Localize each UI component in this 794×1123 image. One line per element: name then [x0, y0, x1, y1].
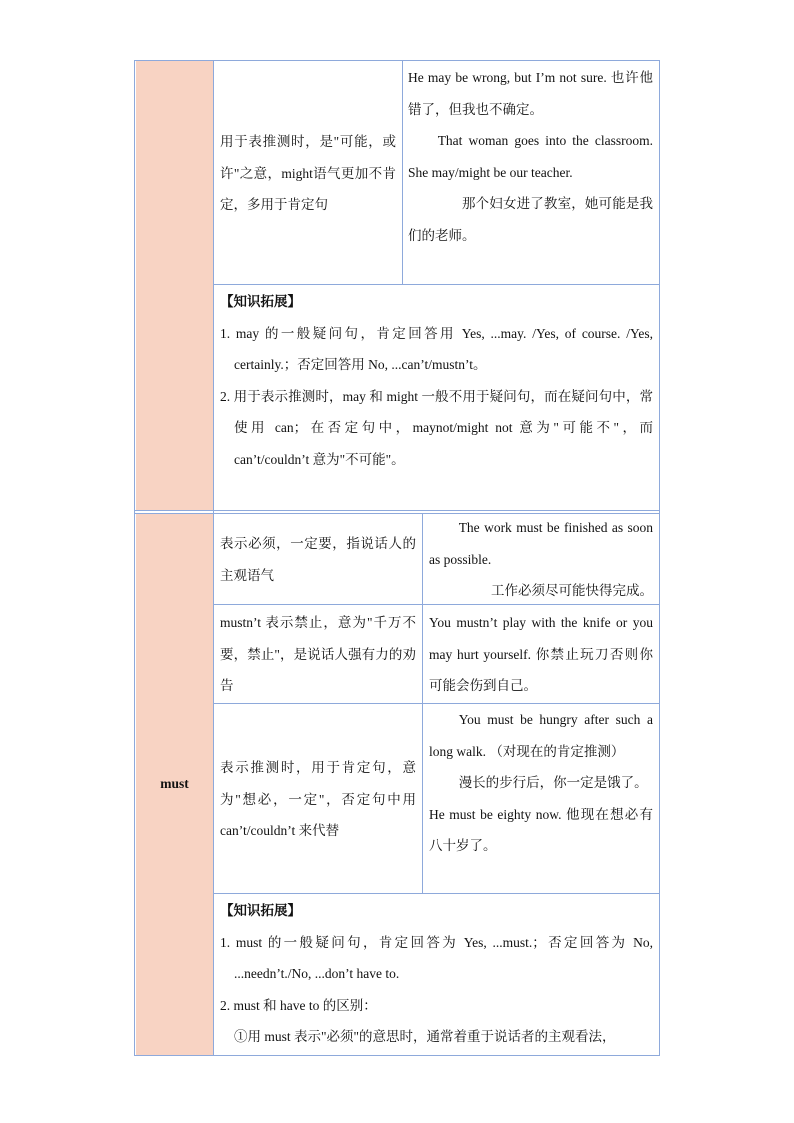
may-example-2: That woman goes into the classroom. She may/might be our teacher.: [408, 133, 653, 180]
row-divider: [213, 893, 660, 894]
may-example-2-translation: 那个妇女进了教室，她可能是我们的老师。: [408, 196, 653, 243]
must-examples-1: [429, 512, 653, 607]
may-extension: [220, 286, 653, 475]
must-example-3-1: You must be hungry after such a long walk. （对现在的肯定推测）: [429, 712, 653, 759]
must-usage-3: 表示推测时，用于肯定句，意为"想必，一定"，否定句中用 can’t/couldn’t 来代替: [220, 760, 416, 838]
may-usage-text: 用于表推测时，是"可能，或许"之意，might语气更加不肯定，多用于肯定句: [220, 134, 396, 212]
must-examples-3: [429, 704, 653, 862]
may-extension-item-1: 1. may 的一般疑问句，肯定回答用 Yes, ...may. /Yes, of course. /Yes, certainly.；否定回答用 No, ...can’t/mustn’t。: [220, 325, 653, 372]
may-label-cell: [136, 61, 213, 510]
must-label: must: [160, 776, 189, 791]
column-divider: [213, 60, 214, 1056]
must-usage-2: mustn’t 表示禁止，意为"千万不要，禁止"，是说话人强有力的劝告: [220, 615, 416, 693]
column-divider: [402, 60, 403, 284]
must-example-3-3: He must be eighty now. 他现在想必有八十岁了。: [429, 806, 653, 853]
may-examples: [408, 62, 653, 251]
must-extension-item-2: 2. must 和 have to 的区别：: [220, 997, 377, 1013]
column-divider: [422, 513, 423, 893]
may-extension-item-2: 2. 用于表示推测时，may 和 might 一般不用于疑问句，而在疑问句中，常使用 can；在否定句中，maynot/might not 意为"可能不"，而 can’t/couldn’t 意为"不可能"。: [220, 388, 653, 467]
must-example-1-2: 工作必须尽可能快得完成。: [491, 583, 653, 598]
must-extension-item-3: ①用 must 表示"必须"的意思时，通常着重于说话者的主观看法，: [234, 1029, 616, 1044]
may-extension-heading: 【知识拓展】: [220, 294, 301, 309]
must-usage-1: 表示必须，一定要，指说话人的主观语气: [220, 536, 416, 583]
must-extension: [220, 895, 653, 1053]
must-example-3-2: 漫长的步行后，你一定是饿了。: [458, 775, 648, 790]
must-example-1-1: The work must be finished as soon as possible.: [429, 520, 653, 567]
table-border-left: [134, 60, 135, 1056]
table-border-right: [659, 60, 660, 1056]
may-example-1: He may be wrong, but I’m not sure. 也许他错了，但我也不确定。: [408, 70, 653, 117]
must-example-2-1: You mustn’t play with the knife or you may hurt yourself. 你禁止玩刀否则你可能会伤到自己。: [429, 615, 653, 693]
must-extension-heading: 【知识拓展】: [220, 903, 301, 918]
must-extension-item-1: 1. must 的一般疑问句，肯定回答为 Yes, ...must.；否定回答为 No, ...needn’t./No, ...don’t have to.: [220, 934, 653, 981]
row-divider: [213, 284, 660, 285]
